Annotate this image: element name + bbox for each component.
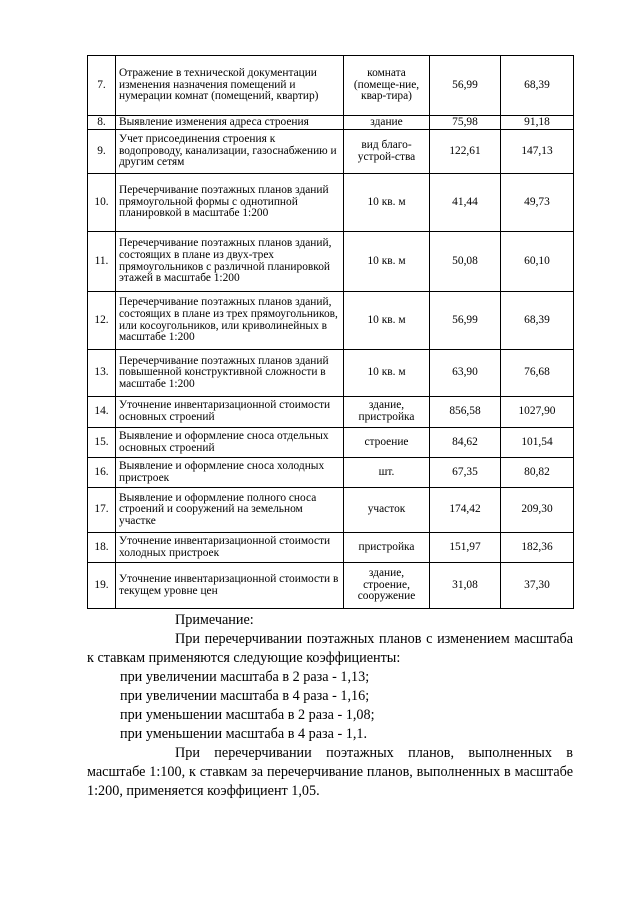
notes-heading: Примечание: (175, 612, 254, 628)
row-number: 19. (88, 563, 116, 609)
row-number: 14. (88, 397, 116, 428)
notes-paragraph-redraw: При перечерчивании поэтажных планов, выполненных в масштабе 1:100, к ставкам за перечерчивание планов, выполненных в масштабе 1:200, применяется коэффициент 1,05. (87, 745, 573, 799)
coefficient-item: при уменьшении масштаба в 4 раза - 1,1. (120, 726, 368, 742)
table-row (88, 488, 574, 533)
row-number: 10. (88, 174, 116, 232)
row-service: Уточнение инвентаризационной стоимости основных строений (116, 397, 344, 428)
row-service: Выявление и оформление сноса холодных пристроек (116, 458, 344, 488)
row-rate-2: 182,36 (501, 533, 574, 563)
row-service: Перечерчивание поэтажных планов зданий, состоящих в плане из трех прямоугольников, или косоугольников, или криволинейных в масштабе 1:200 (116, 292, 344, 350)
row-service: Учет присоединения строения к водопроводу, канализации, газоснабжению и другим сетям (116, 130, 344, 174)
row-number: 16. (88, 458, 116, 488)
row-rate-1: 122,61 (430, 130, 501, 174)
row-service: Уточнение инвентаризационной стоимости холодных пристроек (116, 533, 344, 563)
row-rate-2: 80,82 (501, 458, 574, 488)
row-service: Выявление и оформление сноса отдельных основных строений (116, 428, 344, 458)
row-number: 9. (88, 130, 116, 174)
row-rate-2: 147,13 (501, 130, 574, 174)
row-service: Перечерчивание поэтажных планов зданий, состоящих в плане из двух-трех прямоугольников с различной планировкой этажей в масштабе 1:200 (116, 232, 344, 292)
row-rate-2: 1027,90 (501, 397, 574, 428)
row-rate-1: 84,62 (430, 428, 501, 458)
row-rate-2: 37,30 (501, 563, 574, 609)
row-unit: здание (344, 116, 430, 130)
row-unit: участок (344, 488, 430, 533)
row-unit: пристройка (344, 533, 430, 563)
row-number: 7. (88, 56, 116, 116)
notes-section (87, 611, 573, 801)
row-number: 17. (88, 488, 116, 533)
row-rate-1: 67,35 (430, 458, 501, 488)
table-row (88, 428, 574, 458)
row-rate-1: 31,08 (430, 563, 501, 609)
row-unit: 10 кв. м (344, 232, 430, 292)
rates-table (87, 55, 574, 609)
row-rate-1: 151,97 (430, 533, 501, 563)
row-unit: комната (помеще-ние, квар-тира) (344, 56, 430, 116)
row-unit: здание, строение, сооружение (344, 563, 430, 609)
row-rate-1: 56,99 (430, 292, 501, 350)
row-unit: здание, пристройка (344, 397, 430, 428)
table-row (88, 350, 574, 397)
row-unit: строение (344, 428, 430, 458)
row-rate-2: 101,54 (501, 428, 574, 458)
row-rate-1: 50,08 (430, 232, 501, 292)
row-number: 12. (88, 292, 116, 350)
row-unit: 10 кв. м (344, 292, 430, 350)
table-row (88, 116, 574, 130)
row-rate-2: 91,18 (501, 116, 574, 130)
row-service: Отражение в технической документации изменения назначения помещений и нумерации комнат (помещений, квартир) (116, 56, 344, 116)
table-row (88, 232, 574, 292)
row-rate-2: 209,30 (501, 488, 574, 533)
row-service: Перечерчивание поэтажных планов зданий повышенной конструктивной сложности в масштабе 1:200 (116, 350, 344, 397)
row-service: Выявление изменения адреса строения (116, 116, 344, 130)
row-number: 13. (88, 350, 116, 397)
table-row (88, 174, 574, 232)
notes-paragraph-scale: При перечерчивании поэтажных планов с изменением масштаба к ставкам применяются следующие коэффициенты: (87, 631, 573, 666)
row-rate-2: 49,73 (501, 174, 574, 232)
table-row (88, 56, 574, 116)
coefficient-item: при увеличении масштаба в 2 раза - 1,13; (120, 669, 370, 685)
row-rate-1: 41,44 (430, 174, 501, 232)
row-rate-2: 76,68 (501, 350, 574, 397)
row-number: 8. (88, 116, 116, 130)
row-service: Уточнение инвентаризационной стоимости в текущем уровне цен (116, 563, 344, 609)
table-row (88, 130, 574, 174)
row-rate-1: 75,98 (430, 116, 501, 130)
table-row (88, 563, 574, 609)
row-service: Перечерчивание поэтажных планов зданий прямоугольной формы с однотипной планировкой в масштабе 1:200 (116, 174, 344, 232)
row-rate-2: 68,39 (501, 56, 574, 116)
row-number: 18. (88, 533, 116, 563)
row-unit: 10 кв. м (344, 174, 430, 232)
row-rate-1: 174,42 (430, 488, 501, 533)
table-row (88, 397, 574, 428)
row-unit: 10 кв. м (344, 350, 430, 397)
row-rate-1: 63,90 (430, 350, 501, 397)
coefficient-item: при уменьшении масштаба в 2 раза - 1,08; (120, 707, 375, 723)
table-row (88, 292, 574, 350)
row-rate-1: 56,99 (430, 56, 501, 116)
row-number: 15. (88, 428, 116, 458)
row-rate-1: 856,58 (430, 397, 501, 428)
row-number: 11. (88, 232, 116, 292)
row-service: Выявление и оформление полного сноса строений и сооружений на земельном участке (116, 488, 344, 533)
row-unit: шт. (344, 458, 430, 488)
row-rate-2: 60,10 (501, 232, 574, 292)
coefficient-item: при увеличении масштаба в 4 раза - 1,16; (120, 688, 370, 704)
table-row (88, 458, 574, 488)
row-unit: вид благо-устрой-ства (344, 130, 430, 174)
row-rate-2: 68,39 (501, 292, 574, 350)
table-row (88, 533, 574, 563)
